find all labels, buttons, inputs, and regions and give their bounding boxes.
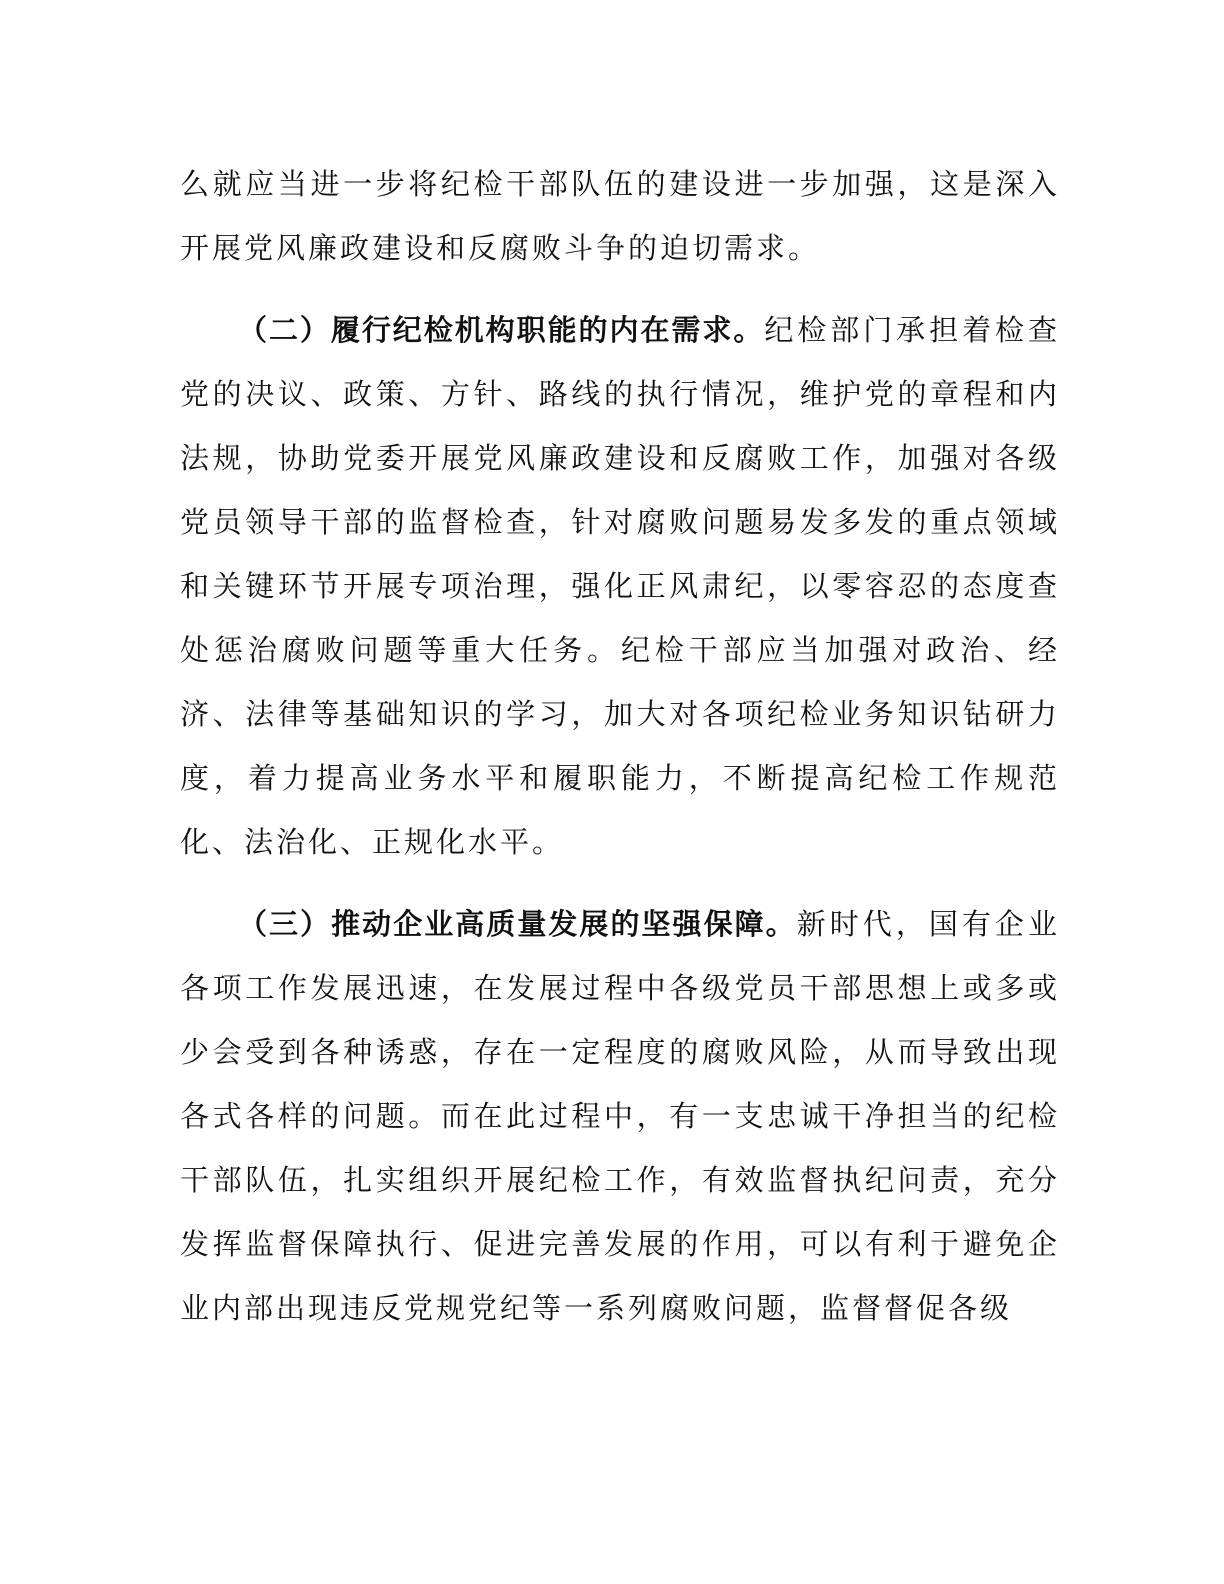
section-heading: （二）履行纪检机构职能的内在需求。: [238, 313, 765, 347]
paragraph-body: 纪检部门承担着检查党的决议、政策、方针、路线的执行情况，维护党的章程和内法规，协助党委开展党风廉政建设和反腐败工作，加强对各级党员领导干部的监督检查，针对腐败问题易发多发的重点领域和关键环节开展专项治理，强化正风肃纪，以零容忍的态度查处惩治腐败问题等重大任务。纪检干部应当加强对政治、经济、法律等基础知识的学习，加大对各项纪检业务知识钻研力度，着力提高业务水平和履职能力，不断提高纪检工作规范化、法治化、正规化水平。: [180, 313, 1060, 859]
paragraph-section-3: [180, 892, 1060, 1340]
paragraph-body: 么就应当进一步将纪检干部队伍的建设进一步加强，这是深入开展党风廉政建设和反腐败斗争的迫切需求。: [180, 167, 1060, 265]
paragraph-continuation: [180, 152, 1060, 280]
paragraph-body: 新时代，国有企业各项工作发展迅速，在发展过程中各级党员干部思想上或多或少会受到各种诱惑，存在一定程度的腐败风险，从而导致出现各式各样的问题。而在此过程中，有一支忠诚干净担当的纪检干部队伍，扎实组织开展纪检工作，有效监督执纪问责，充分发挥监督保障执行、促进完善发展的作用，可以有利于避免企业内部出现违反党规党纪等一系列腐败问题，监督督促各级: [180, 907, 1060, 1325]
document-page: [180, 152, 1060, 1340]
section-heading: （三）推动企业高质量发展的坚强保障。: [238, 907, 797, 941]
paragraph-section-2: [180, 298, 1060, 874]
